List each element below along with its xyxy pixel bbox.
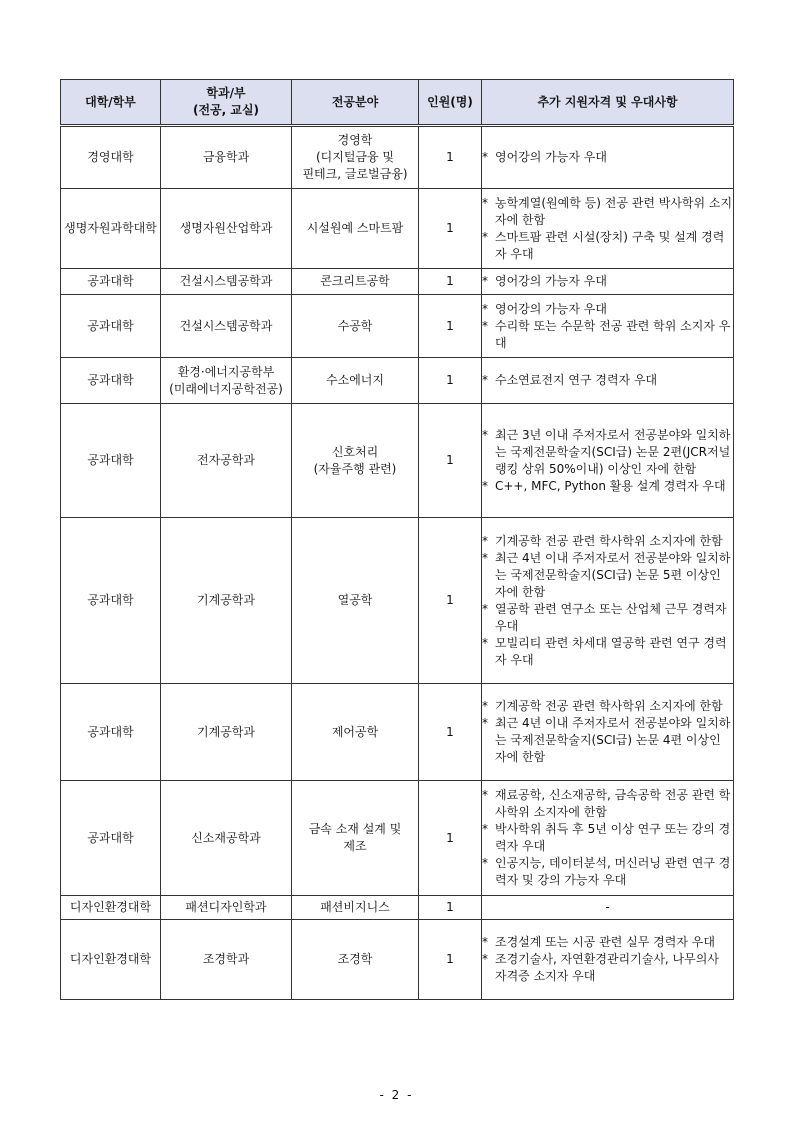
department-cell (161, 518, 292, 684)
college-cell-text: 생명자원과학대학 (64, 221, 157, 235)
college-cell-text: 공과대학 (87, 274, 134, 288)
field-cell-text: 제어공학 (331, 724, 379, 739)
college-cell (61, 518, 161, 684)
department-cell-text: 금융학과 (202, 150, 250, 164)
table-row (61, 126, 734, 189)
qualifications-cell (482, 189, 734, 269)
count-cell (419, 295, 482, 358)
qualification-item: * 조경설계 또는 시공 관련 실무 경력자 우대 (482, 934, 733, 951)
department-cell (161, 920, 292, 1000)
college-cell-text: 공과대학 (87, 373, 134, 387)
qualifications-cell (482, 518, 734, 684)
college-cell (61, 295, 161, 358)
qualification-item: * 스마트팜 관련 시설(장치) 구축 및 설계 경력자 우대 (482, 229, 733, 263)
college-cell (61, 896, 161, 920)
field-cell (292, 684, 419, 781)
field-cell (292, 126, 419, 189)
field-cell-text: 금속 소재 설계 및 제조 (308, 822, 402, 853)
count-cell-text: 1 (446, 900, 454, 914)
department-cell (161, 295, 292, 358)
count-cell-text: 1 (446, 952, 454, 966)
qualification-item: * 인공지능, 데이터분석, 머신러닝 관련 연구 경력자 및 강의 가능자 우대 (482, 855, 733, 889)
field-cell (292, 358, 419, 404)
department-cell-text: 생명자원산업학과 (179, 221, 273, 235)
count-cell-text: 1 (446, 830, 454, 845)
department-cell (161, 189, 292, 269)
department-cell-text: 조경학과 (202, 952, 250, 966)
qualification-list (482, 273, 733, 290)
college-cell (61, 269, 161, 295)
count-cell-text: 1 (446, 274, 454, 288)
qualification-item: * 수소연료전지 연구 경력자 우대 (482, 372, 733, 389)
count-cell (419, 684, 482, 781)
header-count: 인원(명) (419, 80, 482, 126)
college-cell-text: 공과대학 (87, 453, 134, 467)
qualification-list (482, 301, 733, 352)
count-cell (419, 358, 482, 404)
table-row (61, 920, 734, 1000)
department-cell-text: 기계공학과 (197, 593, 255, 607)
college-cell-text: 공과대학 (87, 830, 134, 845)
count-cell (419, 269, 482, 295)
count-cell-text: 1 (446, 593, 454, 607)
qualification-list (482, 698, 733, 766)
qualifications-cell (482, 684, 734, 781)
qualifications-cell (482, 920, 734, 1000)
college-cell (61, 684, 161, 781)
field-cell-text: 신호처리 (자율주행 관련) (313, 444, 397, 476)
department-cell (161, 684, 292, 781)
table-row (61, 358, 734, 404)
field-cell (292, 404, 419, 518)
count-cell-text: 1 (446, 221, 454, 235)
qualifications-cell (482, 295, 734, 358)
qualification-item: * 기계공학 전공 관련 학사학위 소지자에 한함 (482, 698, 733, 715)
department-cell (161, 269, 292, 295)
field-cell (292, 269, 419, 295)
count-cell (419, 896, 482, 920)
qualification-item: * 기계공학 전공 관련 학사학위 소지자에 한함 (482, 533, 733, 550)
qualification-empty: - (605, 900, 610, 914)
department-cell (161, 126, 292, 189)
field-cell-text: 콘크리트공학 (320, 274, 390, 288)
header-qualifications: 추가 지원자격 및 우대사항 (482, 80, 734, 126)
qualifications-cell (482, 781, 734, 896)
qualification-list (482, 934, 733, 985)
header-department: 학과/부 (전공, 교실) (161, 80, 292, 126)
department-cell-text: 건설시스템공학과 (179, 274, 273, 288)
qualification-item: * 영어강의 가능자 우대 (482, 149, 733, 166)
field-cell-text: 경영학 (디지털금융 및 핀테크, 글로벌금융) (302, 133, 408, 181)
table-row (61, 189, 734, 269)
qualification-item: * 최근 3년 이내 주저자로서 전공분야와 일치하는 국제전문학술지(SCI급) 논문 2편(JCR저널랭킹 상위 50%이내) 이상인 자에 한함 (482, 427, 733, 478)
college-cell (61, 920, 161, 1000)
page-number: - 2 - (379, 1088, 414, 1102)
qualifications-cell (482, 358, 734, 404)
qualification-item: * 열공학 관련 연구소 또는 산업체 근무 경력자 우대 (482, 601, 733, 635)
count-cell (419, 189, 482, 269)
college-cell-text: 디자인환경대학 (69, 900, 152, 914)
department-cell-text: 기계공학과 (197, 724, 255, 739)
department-cell (161, 358, 292, 404)
qualification-item: * 최근 4년 이내 주저자로서 전공분야와 일치하는 국제전문학술지(SCI급) 논문 4편 이상인 자에 한함 (482, 715, 733, 766)
qualification-item: * 영어강의 가능자 우대 (482, 301, 733, 318)
qualifications-cell (482, 404, 734, 518)
count-cell-text: 1 (446, 453, 454, 467)
college-cell (61, 126, 161, 189)
field-cell (292, 189, 419, 269)
field-cell (292, 920, 419, 1000)
header-college: 대학/학부 (61, 80, 161, 126)
qualification-list (482, 149, 733, 166)
field-cell (292, 896, 419, 920)
qualifications-cell (482, 269, 734, 295)
field-cell-text: 수공학 (337, 318, 373, 333)
table-row (61, 404, 734, 518)
qualification-item: * 조경기술사, 자연환경관리기술사, 나무의사 자격증 소지자 우대 (482, 951, 733, 985)
field-cell (292, 295, 419, 358)
college-cell (61, 404, 161, 518)
qualification-item: * 모빌리티 관련 차세대 열공학 관련 연구 경력자 우대 (482, 635, 733, 669)
department-cell-text: 전자공학과 (197, 453, 255, 467)
department-cell (161, 781, 292, 896)
table-row (61, 781, 734, 896)
count-cell (419, 781, 482, 896)
department-cell-text: 건설시스템공학과 (179, 318, 273, 333)
count-cell-text: 1 (446, 373, 454, 387)
department-cell-text: 신소재공학과 (191, 830, 261, 845)
table-row (61, 295, 734, 358)
college-cell (61, 781, 161, 896)
recruitment-table (60, 79, 734, 1000)
table-header-row (61, 80, 734, 126)
count-cell-text: 1 (446, 318, 454, 333)
qualifications-cell (482, 126, 734, 189)
qualification-list (482, 533, 733, 669)
qualification-list (482, 427, 733, 495)
count-cell (419, 518, 482, 684)
count-cell (419, 404, 482, 518)
qualification-item: * 영어강의 가능자 우대 (482, 273, 733, 290)
table-row (61, 518, 734, 684)
qualification-list (482, 195, 733, 263)
qualification-item: * 박사학위 취득 후 5년 이상 연구 또는 강의 경력자 우대 (482, 821, 733, 855)
qualification-item: * 농학계열(원예학 등) 전공 관련 박사학위 소지자에 한함 (482, 195, 733, 229)
college-cell-text: 디자인환경대학 (69, 952, 152, 966)
college-cell-text: 공과대학 (87, 318, 134, 333)
college-cell-text: 경영대학 (87, 150, 134, 164)
qualification-item: * 수리학 또는 수문학 전공 관련 학위 소지자 우대 (482, 318, 733, 352)
field-cell (292, 781, 419, 896)
college-cell-text: 공과대학 (87, 724, 134, 739)
field-cell-text: 열공학 (337, 593, 373, 607)
field-cell-text: 조경학 (337, 952, 373, 966)
count-cell-text: 1 (446, 150, 454, 164)
qualification-list (482, 787, 733, 889)
table-row (61, 684, 734, 781)
field-cell-text: 패션비지니스 (320, 900, 390, 914)
field-cell-text: 시설원예 스마트팜 (306, 221, 404, 235)
field-cell (292, 518, 419, 684)
field-cell-text: 수소에너지 (326, 373, 384, 387)
count-cell (419, 126, 482, 189)
department-cell (161, 896, 292, 920)
department-cell-text: 패션디자인학과 (185, 900, 267, 914)
qualification-item: * C++, MFC, Python 활용 설계 경력자 우대 (482, 478, 733, 495)
table-row (61, 269, 734, 295)
college-cell (61, 189, 161, 269)
department-cell (161, 404, 292, 518)
qualification-list (482, 372, 733, 389)
qualification-item: * 재료공학, 신소재공학, 금속공학 전공 관련 학사학위 소지자에 한함 (482, 787, 733, 821)
count-cell (419, 920, 482, 1000)
qualifications-cell (482, 896, 734, 920)
department-cell-text: 환경·에너지공학부 (미래에너지공학전공) (169, 364, 283, 396)
qualification-item: * 최근 4년 이내 주저자로서 전공분야와 일치하는 국제전문학술지(SCI급) 논문 5편 이상인 자에 한함 (482, 550, 733, 601)
table-row (61, 896, 734, 920)
college-cell-text: 공과대학 (87, 593, 134, 607)
header-field: 전공분야 (292, 80, 419, 126)
count-cell-text: 1 (446, 724, 454, 739)
college-cell (61, 358, 161, 404)
